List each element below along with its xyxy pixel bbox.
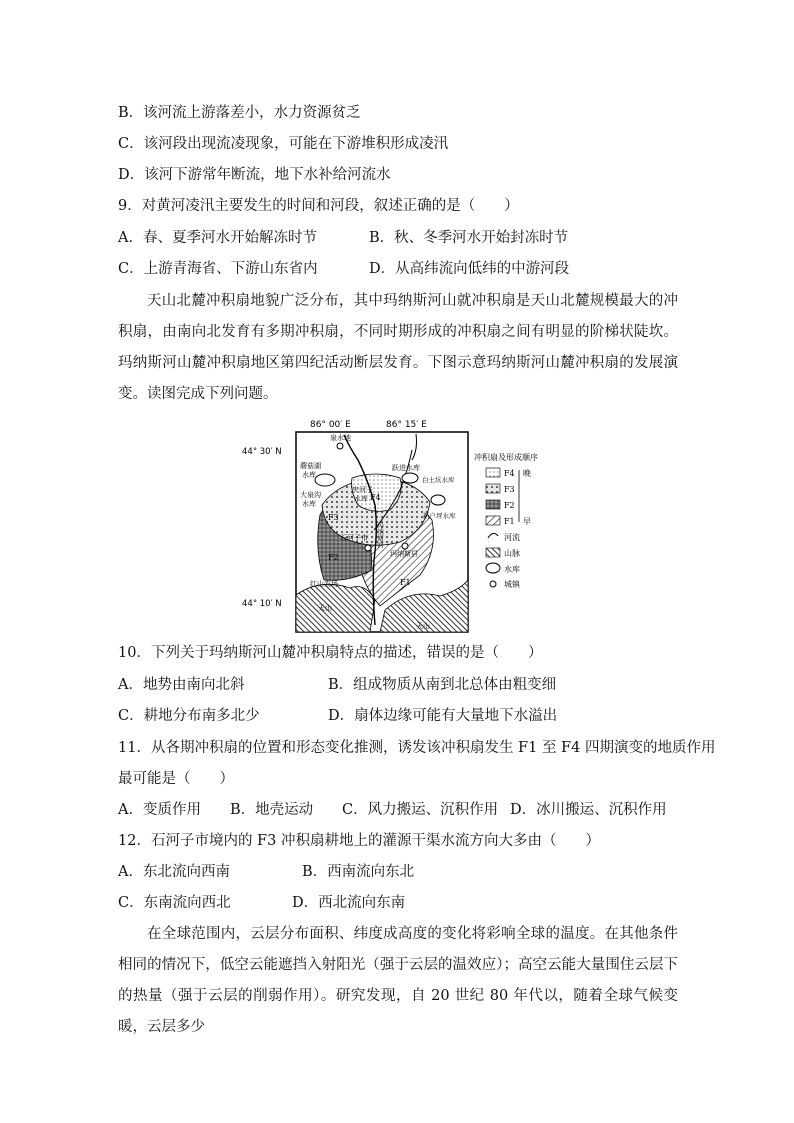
label-daquan-reservoir: 水库 xyxy=(302,500,316,508)
label-shihezi: 石河子市 xyxy=(340,534,368,542)
q10-option-b: B．组成物质从南到北总体由粗变细 xyxy=(328,677,557,693)
q10-option-a: A．地势由南向北斜 xyxy=(118,677,245,693)
question-11-line-1: 11．从各期冲积扇的位置和形态变化推测，诱发该冲积扇发生 F1 至 F4 四期演变的地质作用 xyxy=(118,740,716,756)
label-jiahe-reservoir: 水库 xyxy=(354,495,368,503)
passage-cloud-climate: 在全球范围内，云层分布面积、纬度成高度的变化将彩响全球的温度。在其他条件相同的情况下，低空云能遮挡入射阳光（强于云层的温效应）；高空云能大量围住云层下的热量（强于云层的削弱作用）。研究发现，自 20 世纪 80 年代以，随着全球气候变暖，云层多少 xyxy=(118,926,678,1035)
reservoir-icon xyxy=(431,495,445,505)
q11-option-a: A．变质作用 xyxy=(118,802,201,818)
alluvial-fan-map xyxy=(240,410,560,640)
line-b-option: B．该河流上游落差小，水力资源贫乏 xyxy=(118,105,361,121)
q11-option-b: B．地壳运动 xyxy=(230,802,314,818)
legend-town: 城镇 xyxy=(504,580,520,589)
map-legend xyxy=(474,452,538,589)
question-12: 12．石河子市境内的 F3 冲积扇耕地上的灌源干渠水流方向大多由（ ） xyxy=(118,833,600,849)
legend-reservoir: 水库 xyxy=(504,565,520,574)
tianshan-mountain-left xyxy=(296,584,375,632)
fan-label-f1: F1 xyxy=(400,578,411,587)
label-xinhu: 新户坪水库 xyxy=(423,512,456,520)
legend-river: 河流 xyxy=(504,533,520,542)
label-tianshan-2: 天山 xyxy=(416,622,430,630)
q9-option-c: C．上游青海省、下游山东省内 xyxy=(118,261,318,277)
legend-f3: F3 xyxy=(504,485,515,494)
lat-label-44-10: 44° 10′ N xyxy=(242,599,282,609)
label-mogu: 蘑菇湖 xyxy=(300,462,321,470)
legend-mountain-icon xyxy=(486,548,500,557)
label-baitu: 白土坑水库 xyxy=(422,476,455,484)
line-c-option: C．该河段出现流凌现象，可能在下游堆积形成凌汛 xyxy=(118,136,449,152)
q10-option-c: C．耕地分布南多北少 xyxy=(118,708,260,724)
label-daquan: 大泉沟 xyxy=(300,491,321,499)
reservoir-icon xyxy=(402,473,418,483)
legend-reservoir-icon xyxy=(486,563,500,573)
label-jiahe: 夹河子 xyxy=(352,486,373,494)
fan-label-f2: F2 xyxy=(328,553,339,562)
q11-option-d: D．冰川搬运、沉积作用 xyxy=(510,802,667,818)
label-yuejin: 跃进水库 xyxy=(392,464,420,472)
q10-option-d: D．扇体边缘可能有大量地下水溢出 xyxy=(328,708,558,724)
q12-option-d: D．西北流向东南 xyxy=(292,895,406,911)
question-11-line-2: 最可能是（ ） xyxy=(118,771,234,787)
town-icon xyxy=(365,545,371,551)
q12-option-b: B．西南流向东北 xyxy=(302,864,415,880)
legend-mountain: 山脉 xyxy=(504,549,520,558)
line-d-option: D．该河下游常年断流，地下水补给河流水 xyxy=(118,167,391,183)
label-hongshan: 红山农场 xyxy=(310,580,338,588)
lon-label-86-15: 86° 15′ E xyxy=(386,420,427,430)
question-10: 10．下列关于玛纳斯河山麓冲积扇特点的描述，错误的是（ ） xyxy=(118,645,543,661)
passage-alluvial-fan: 天山北麓冲积扇地貌广泛分布，其中玛纳斯河山就冲积扇是天山北麓规模最大的冲积扇，由南向北发育有多期冲积扇，不同时期形成的冲积扇之间有明显的阶梯状陡坎。玛纳斯河山麓冲积扇地区第四纪活动断层发育。下图示意玛纳斯河山麓冲积扇的发展演变。读图完成下列问题。 xyxy=(118,293,678,402)
lat-label-44-30: 44° 30′ N xyxy=(242,447,282,457)
legend-early: 早 xyxy=(523,517,531,526)
label-mogu-reservoir: 水库 xyxy=(302,471,316,479)
label-manasi: 玛纳斯县 xyxy=(390,550,418,558)
reservoir-icon xyxy=(315,474,335,486)
town-icon xyxy=(402,543,408,549)
label-quanshui: 泉水地 xyxy=(330,434,351,442)
fan-label-f4: F4 xyxy=(370,493,381,502)
q9-option-b: B．秋、冬季河水开始封冻时节 xyxy=(369,230,569,246)
legend-town-icon xyxy=(490,581,496,587)
legend-f4: F4 xyxy=(504,469,515,478)
label-tianshan-1: 天山 xyxy=(318,604,332,612)
legend-title: 冲积扇及形成顺序 xyxy=(474,453,538,462)
town-icon xyxy=(337,443,343,449)
lon-label-86-00: 86° 00′ E xyxy=(310,420,351,430)
q11-option-c: C．风力搬运、沉积作用 xyxy=(342,802,499,818)
q12-option-a: A．东北流向西南 xyxy=(118,864,230,880)
legend-late: 晚 xyxy=(523,469,531,478)
q9-option-d: D．从高纬流向低纬的中游河段 xyxy=(369,261,570,277)
question-9: 9．对黄河凌汛主要发生的时间和河段，叙述正确的是（ ） xyxy=(118,198,519,214)
label-manasi-river: 玛纳斯河 xyxy=(376,522,384,548)
q12-option-c: C．东南流向西北 xyxy=(118,895,231,911)
legend-f2: F2 xyxy=(504,501,515,510)
legend-river-icon xyxy=(488,533,498,538)
legend-f1: F1 xyxy=(504,517,515,526)
fan-label-f3: F3 xyxy=(328,513,339,522)
q9-option-a: A．春、夏季河水开始解冻时节 xyxy=(118,230,317,246)
